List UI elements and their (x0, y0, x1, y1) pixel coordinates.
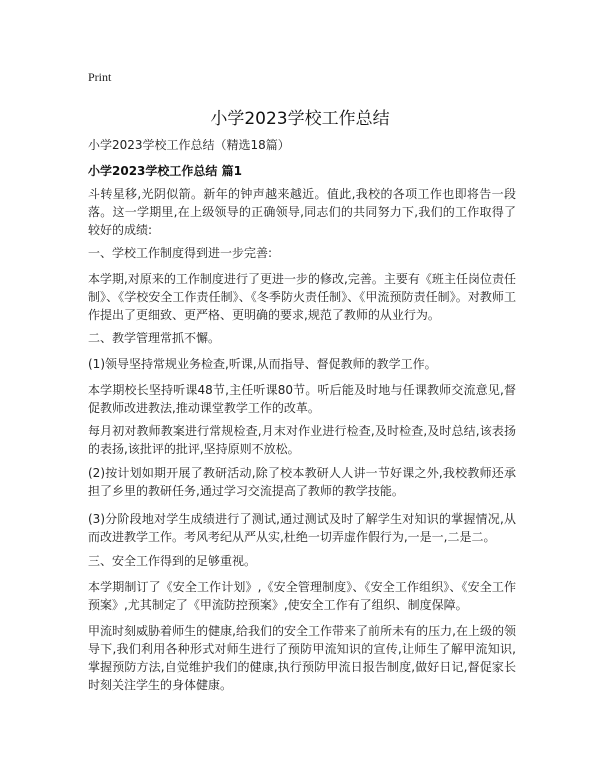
section-heading: 小学2023学校工作总结 篇1 (88, 164, 242, 178)
heading-safety-work: 三、安全工作得到的足够重视。 (88, 554, 257, 568)
paragraph-system-details: 本学期,对原来的工作制度进行了更进一步的修改,完善。主要有《班主任岗位责任制》、《学校安全工作责任制》、《冬季防火责任制》、《甲流预防责任制》。对教师工作提出了更细致、更严格、更明确的要求,规范了教师的从业行为。 (88, 272, 516, 322)
paragraph-monthly-checks: 每月初对教师教案进行常规检查,月末对作业进行检查,及时检查,及时总结,该表扬的表扬,该批评的批评,坚持原则不放松。 (88, 424, 516, 456)
paragraph-lesson-observation: 本学期校长坚持听课48节,主任听课80节。听后能及时地与任课教师交流意见,督促教师改进教法,推动课堂教学工作的改革。 (88, 383, 516, 415)
heading-teaching-management: 二、教学管理常抓不懈。 (88, 331, 221, 345)
paragraph-flu-prevention: 甲流时刻威胁着师生的健康,给我们的安全工作带来了前所未有的压力,在上级的领导下,我们利用各种形式对师生进行了预防甲流知识的宣传,让师生了解甲流知识,掌握预防方法,自觉维护我们的健康,执行预防甲流日报告制度,做好日记,督促家长时刻关注学生的身体健康。 (88, 624, 516, 692)
paragraph-teaching-item-3: (3)分阶段地对学生成绩进行了测试,通过测试及时了解学生对知识的掌握情况,从而改进教学工作。考风考纪从严从实,杜绝一切弄虚作假行为,一是一,二是二。 (88, 512, 516, 544)
document-subtitle: 小学2023学校工作总结（精选18篇） (88, 138, 290, 152)
paragraph-teaching-item-1: (1)领导坚持常规业务检查,听课,从而指导、督促教师的教学工作。 (88, 357, 437, 371)
paragraph-safety-plans: 本学期制订了《安全工作计划》,《安全管理制度》、《安全工作组织》、《安全工作预案》,尤其制定了《甲流防控预案》,使安全工作有了组织、制度保障。 (88, 580, 516, 612)
document-title: 小学2023学校工作总结 (210, 109, 390, 129)
paragraph-teaching-item-2: (2)按计划如期开展了教研活动,除了校本教研人人讲一节好课之外,我校教师还承担了乡里的教研任务,通过学习交流提高了教师的教学技能。 (88, 466, 516, 498)
paragraph-intro: 斗转星移,光阴似箭。新年的钟声越来越近。值此,我校的各项工作也即将告一段落。这一学期里,在上级领导的正确领导,同志们的共同努力下,我们的工作取得了较好的成绩: (88, 187, 516, 237)
print-label[interactable]: Print (88, 70, 112, 84)
heading-school-system: 一、学校工作制度得到进一步完善: (88, 246, 273, 260)
